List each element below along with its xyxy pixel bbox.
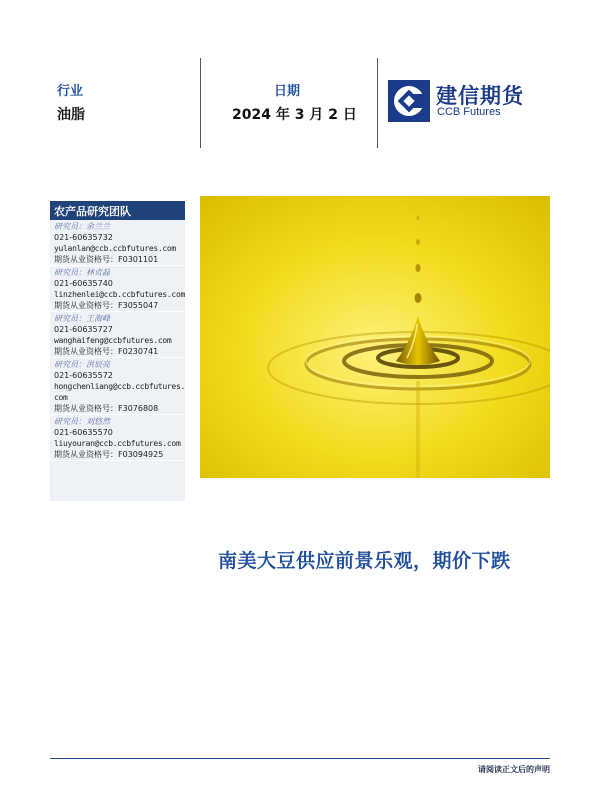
footer-divider bbox=[50, 758, 550, 759]
analyst-card bbox=[50, 358, 185, 415]
analyst-email[interactable]: yulanlan@ccb.ccbfutures.com bbox=[54, 244, 176, 253]
analyst-email[interactable]: liuyouran@ccb.ccbfutures.com bbox=[54, 439, 181, 448]
analyst-license: 期货从业资格号：F0230741 bbox=[54, 347, 159, 356]
analyst-phone: 021-60635740 bbox=[54, 279, 113, 288]
analyst-card bbox=[50, 220, 185, 266]
oil-drop-cover-image bbox=[200, 196, 550, 478]
report-header bbox=[0, 0, 600, 160]
analyst-name: 研究员：洪辰亮 bbox=[54, 360, 110, 369]
analyst-license: 期货从业资格号：F3076808 bbox=[54, 404, 159, 413]
analyst-phone: 021-60635572 bbox=[54, 371, 113, 380]
header-divider bbox=[200, 58, 201, 148]
team-title: 农产品研究团队 bbox=[50, 201, 185, 220]
footer-disclaimer: 请阅读正文后的声明 bbox=[478, 764, 550, 774]
ccb-logo-icon bbox=[388, 80, 430, 122]
analyst-email[interactable]: wanghaifeng@ccbfutures.com bbox=[54, 336, 172, 345]
report-title: 南美大豆供应前景乐观，期价下跌 bbox=[218, 550, 511, 572]
industry-label: 行业 bbox=[57, 84, 84, 99]
brand-name-cn: 建信期货 bbox=[436, 84, 524, 108]
analyst-name: 研究员：刘悠然 bbox=[54, 417, 110, 426]
header-divider bbox=[377, 58, 378, 148]
analyst-name: 研究员：王海峰 bbox=[54, 314, 110, 323]
analyst-license: 期货从业资格号：F3055047 bbox=[54, 301, 159, 310]
analyst-email[interactable]: linzhenlei@ccb.ccbfutures.com bbox=[54, 290, 185, 299]
analyst-license: 期货从业资格号：F0301101 bbox=[54, 255, 159, 264]
analyst-phone: 021-60635732 bbox=[54, 233, 113, 242]
analyst-card bbox=[50, 266, 185, 312]
research-team-panel bbox=[50, 201, 185, 501]
brand-name-en: CCB Futures bbox=[437, 106, 501, 118]
analyst-license: 期货从业资格号：F03094925 bbox=[54, 450, 164, 459]
analyst-name: 研究员：林贞磊 bbox=[54, 268, 110, 277]
analyst-name: 研究员：余兰兰 bbox=[54, 222, 110, 231]
industry-value: 油脂 bbox=[57, 107, 85, 123]
date-value: 2024 年 3 月 2 日 bbox=[232, 107, 357, 123]
analyst-phone: 021-60635727 bbox=[54, 325, 113, 334]
analyst-card bbox=[50, 312, 185, 358]
analyst-card bbox=[50, 415, 185, 461]
analyst-phone: 021-60635570 bbox=[54, 428, 113, 437]
analyst-email[interactable]: hongchenliang@ccb.ccbfutures.com bbox=[54, 382, 185, 402]
date-label: 日期 bbox=[274, 84, 301, 99]
